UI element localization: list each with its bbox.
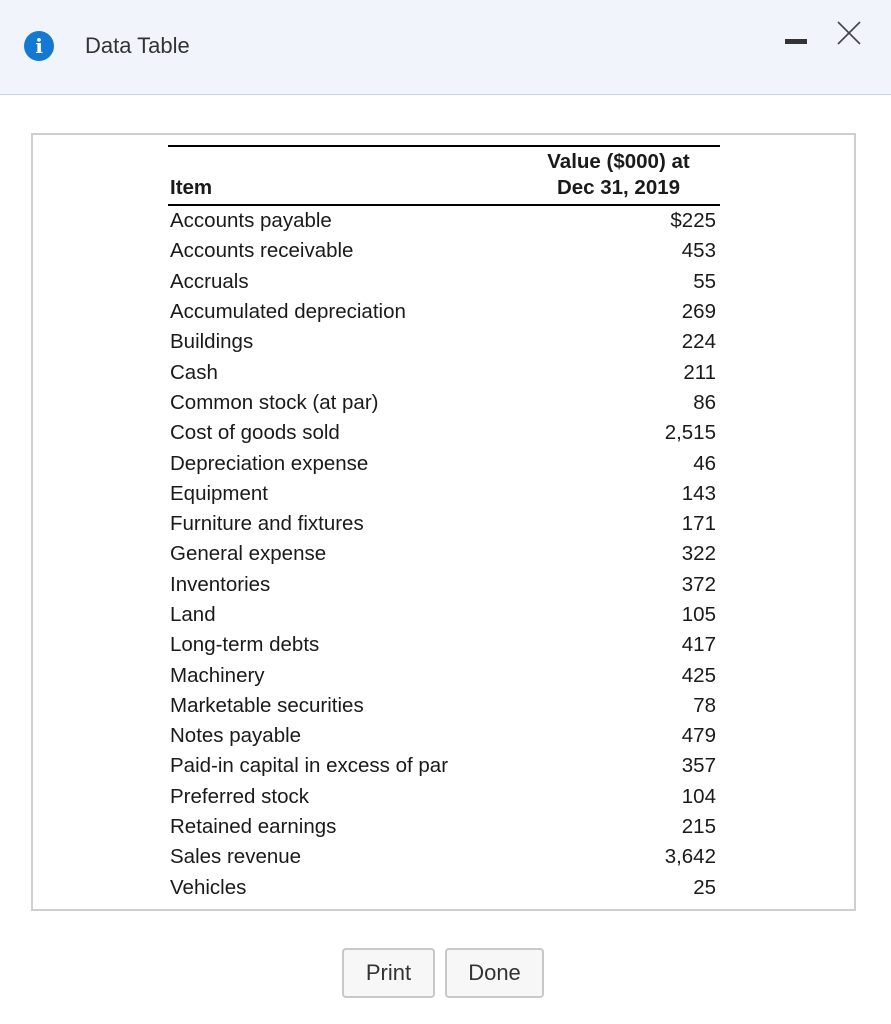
table-row	[168, 873, 720, 903]
row-item-label: Machinery	[170, 663, 265, 687]
data-table	[168, 145, 720, 903]
table-row	[168, 842, 720, 872]
row-item-label: Equipment	[170, 481, 269, 505]
dialog-titlebar	[0, 0, 891, 95]
table-row	[168, 448, 720, 478]
row-item-label: Accumulated depreciation	[170, 300, 406, 324]
row-value: 453	[681, 239, 716, 263]
table-row	[168, 267, 720, 297]
row-item-label: Accounts receivable	[170, 239, 354, 263]
row-value: $225	[670, 209, 716, 233]
table-row	[168, 600, 720, 630]
row-value: 417	[681, 633, 716, 657]
row-value: 357	[681, 754, 716, 778]
row-value: 105	[681, 603, 716, 626]
row-value: 215	[681, 815, 716, 839]
header-value-line1: Value ($000) at	[547, 150, 690, 173]
row-item-label: General expense	[170, 542, 327, 566]
row-item-label: Common stock (at par)	[170, 390, 379, 414]
close-button[interactable]	[834, 18, 864, 48]
table-row	[168, 630, 720, 660]
table-row	[168, 782, 720, 812]
row-item-label: Inventories	[170, 572, 271, 596]
row-value: 269	[681, 300, 716, 324]
table-row	[168, 297, 720, 327]
table-row	[168, 479, 720, 509]
row-value: 143	[681, 481, 716, 505]
table-row	[168, 388, 720, 418]
minimize-icon	[785, 39, 807, 44]
row-value: 2,515	[664, 421, 716, 445]
row-item-label: Notes payable	[170, 724, 302, 748]
table-row	[168, 751, 720, 781]
row-value: 3,642	[664, 845, 716, 869]
data-table-panel	[31, 133, 856, 911]
table-row	[168, 539, 720, 569]
row-item-label: Sales revenue	[170, 845, 302, 869]
row-value: 55	[693, 269, 716, 293]
dialog-title: Data Table	[85, 33, 190, 58]
table-row	[168, 721, 720, 751]
table-row	[168, 660, 720, 690]
table-row	[168, 691, 720, 721]
row-value: 479	[681, 724, 716, 748]
row-value: 86	[693, 390, 716, 414]
row-item-label: Vehicles	[170, 875, 247, 899]
row-item-label: Cash	[170, 360, 218, 384]
header-value	[517, 146, 720, 205]
table-row	[168, 812, 720, 842]
table-row	[168, 509, 720, 539]
row-item-label: Accruals	[170, 269, 249, 293]
row-value: 78	[693, 693, 716, 717]
row-value: 425	[681, 663, 716, 687]
table-row	[168, 418, 720, 448]
table-row	[168, 357, 720, 387]
row-value: 46	[693, 451, 716, 475]
header-value-line2: Dec 31, 2019	[556, 176, 681, 199]
table-row	[168, 327, 720, 357]
table-row	[168, 236, 720, 266]
info-icon: i	[24, 31, 54, 61]
row-item-label: Cost of goods sold	[170, 421, 340, 445]
row-item-label: Long-term debts	[170, 633, 320, 657]
done-button[interactable]: Done	[445, 948, 544, 998]
print-button[interactable]: Print	[342, 948, 435, 998]
row-value: 224	[681, 330, 716, 354]
close-icon	[834, 18, 864, 48]
table-row	[168, 205, 720, 236]
row-value: 211	[683, 360, 716, 384]
table-header-row	[168, 146, 720, 205]
row-item-label: Retained earnings	[170, 815, 337, 839]
row-item-label: Buildings	[170, 330, 254, 354]
row-item-label: Paid-in capital in excess of par	[170, 754, 449, 778]
row-item-label: Furniture and fixtures	[170, 512, 364, 536]
table-body	[168, 205, 720, 903]
row-value: 322	[681, 542, 716, 566]
row-item-label: Depreciation expense	[170, 451, 369, 475]
row-item-label: Land	[170, 603, 216, 626]
row-value: 104	[681, 784, 716, 808]
row-item-label: Accounts payable	[170, 209, 332, 233]
row-value: 372	[681, 572, 716, 596]
row-item-label: Marketable securities	[170, 693, 364, 717]
minimize-button[interactable]	[783, 34, 809, 48]
header-item: Item	[168, 146, 517, 205]
table-row	[168, 570, 720, 600]
row-item-label: Preferred stock	[170, 784, 309, 808]
row-value: 171	[681, 512, 716, 536]
row-value: 25	[693, 875, 716, 899]
